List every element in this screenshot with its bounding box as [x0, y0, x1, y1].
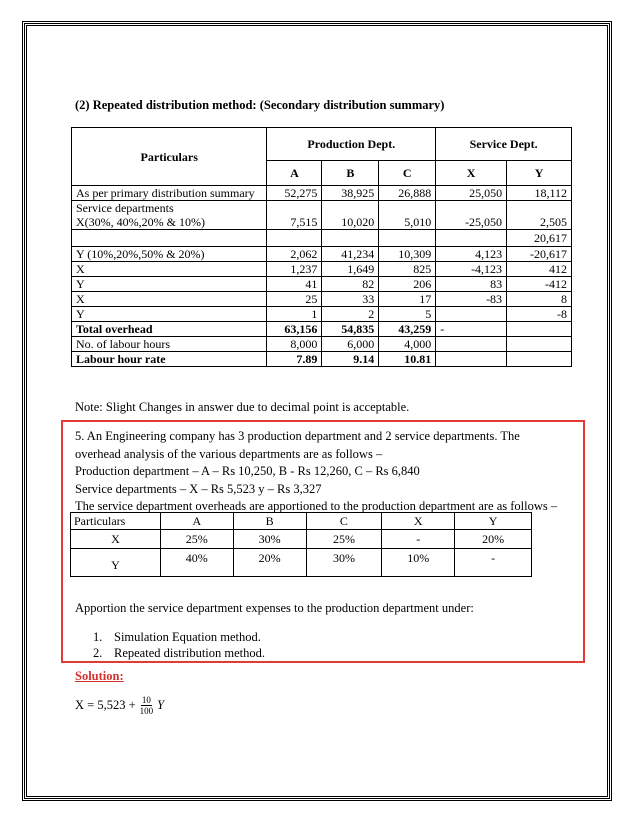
equation-variable: Y	[157, 698, 165, 712]
equation	[75, 695, 164, 716]
list-text: Simulation Equation method.	[114, 630, 261, 644]
apportion-text: Apportion the service department expenses to the production department under:	[75, 601, 474, 615]
cell: 20%	[233, 549, 306, 577]
apportionment-table	[70, 512, 532, 577]
cell: -20,617	[507, 247, 572, 262]
row-label-line1: Service departments	[76, 201, 174, 215]
header-c: C	[306, 513, 382, 530]
list-text: Repeated distribution method.	[114, 646, 266, 660]
table-row	[72, 277, 572, 292]
cell	[267, 230, 322, 247]
cell: 1,237	[267, 262, 322, 277]
table-row-labour-hour-rate	[72, 352, 572, 367]
cell: -8	[507, 307, 572, 322]
col-header-c: C	[379, 161, 436, 186]
header-y: Y	[455, 513, 532, 530]
cell: -25,050	[436, 201, 507, 230]
cell: 9.14	[322, 352, 379, 367]
cell: 4,123	[436, 247, 507, 262]
list-number: 1.	[93, 630, 103, 644]
row-label: Labour hour rate	[72, 352, 267, 367]
cell: 25	[267, 292, 322, 307]
cell: 4,000	[379, 337, 436, 352]
cell: 10,020	[322, 201, 379, 230]
cell: 10%	[382, 549, 455, 577]
row-label: Y	[71, 549, 161, 577]
cell: 7,515	[267, 201, 322, 230]
particulars-header: Particulars	[72, 128, 267, 186]
cell: 38,925	[322, 186, 379, 201]
cell: 25%	[160, 530, 233, 549]
table-row	[71, 530, 532, 549]
row-label: X	[72, 262, 267, 277]
cell	[507, 337, 572, 352]
cell: 5,010	[379, 201, 436, 230]
cell: 206	[379, 277, 436, 292]
row-label: Y	[72, 307, 267, 322]
table-row	[71, 549, 532, 577]
cell	[379, 230, 436, 247]
cell	[436, 307, 507, 322]
question-line: The service department overheads are apportioned to the production department are as follows –	[75, 499, 558, 513]
cell: 26,888	[379, 186, 436, 201]
header-a: A	[160, 513, 233, 530]
cell: -412	[507, 277, 572, 292]
col-header-a: A	[267, 161, 322, 186]
table-row	[72, 292, 572, 307]
cell	[507, 322, 572, 337]
note-text: Note: Slight Changes in answer due to decimal point is acceptable.	[75, 400, 410, 414]
question-text	[75, 428, 575, 516]
cell: 41,234	[322, 247, 379, 262]
cell: 5	[379, 307, 436, 322]
cell: 33	[322, 292, 379, 307]
cell: -4,123	[436, 262, 507, 277]
cell: -	[455, 549, 532, 577]
cell: 1	[267, 307, 322, 322]
header-x: X	[382, 513, 455, 530]
cell: 83	[436, 277, 507, 292]
methods-list	[93, 629, 265, 661]
question-line: overhead analysis of the various departments are as follows –	[75, 446, 383, 461]
col-header-y: Y	[507, 161, 572, 186]
cell: 825	[379, 262, 436, 277]
list-item	[93, 629, 265, 645]
cell: 17	[379, 292, 436, 307]
section-heading: (2) Repeated distribution method: (Secondary distribution summary)	[75, 98, 445, 112]
cell: 7.89	[267, 352, 322, 367]
cell: 82	[322, 277, 379, 292]
row-label-line2: X(30%, 40%,20% & 10%)	[76, 215, 205, 229]
cell: 8,000	[267, 337, 322, 352]
row-label: Y (10%,20%,50% & 20%)	[72, 247, 267, 262]
cell: 2	[322, 307, 379, 322]
cell: 20,617	[507, 230, 572, 247]
list-item	[93, 645, 265, 661]
cell	[322, 230, 379, 247]
cell: 63,156	[267, 322, 322, 337]
cell: 41	[267, 277, 322, 292]
list-number: 2.	[93, 646, 103, 660]
row-label: No. of labour hours	[72, 337, 267, 352]
secondary-distribution-table	[71, 127, 572, 367]
service-dept-header: Service Dept.	[436, 128, 572, 161]
cell: 20%	[455, 530, 532, 549]
table-row	[72, 230, 572, 247]
row-label: X	[72, 292, 267, 307]
cell: 30%	[233, 530, 306, 549]
table-row	[72, 262, 572, 277]
cell: 10.81	[379, 352, 436, 367]
cell: 30%	[306, 549, 382, 577]
fraction-denominator: 100	[139, 706, 154, 716]
row-label	[72, 201, 267, 230]
row-label: X	[71, 530, 161, 549]
cell	[436, 230, 507, 247]
row-label: Total overhead	[72, 322, 267, 337]
fraction	[139, 695, 155, 716]
cell: -83	[436, 292, 507, 307]
table-row	[72, 186, 572, 201]
cell: 2,505	[507, 201, 572, 230]
header-particulars: Particulars	[71, 513, 161, 530]
col-header-b: B	[322, 161, 379, 186]
row-label: As per primary distribution summary	[72, 186, 267, 201]
cell	[436, 352, 507, 367]
question-line: 5. An Engineering company has 3 production department and 2 service departments. The	[75, 429, 520, 443]
cell: 25,050	[436, 186, 507, 201]
cell: -	[436, 322, 507, 337]
cell: 18,112	[507, 186, 572, 201]
question-line: Service departments – X – Rs 5,523 y – Rs 3,327	[75, 481, 322, 496]
row-label: Y	[72, 277, 267, 292]
cell: 6,000	[322, 337, 379, 352]
table-row	[72, 247, 572, 262]
question-line: Production department – A – Rs 10,250, B - Rs 12,260, C – Rs 6,840	[75, 464, 420, 478]
solution-label: Solution:	[75, 669, 124, 683]
table-row	[72, 201, 572, 230]
table-row-total-overhead	[72, 322, 572, 337]
cell	[507, 352, 572, 367]
cell: 412	[507, 262, 572, 277]
cell: 1,649	[322, 262, 379, 277]
cell: -	[382, 530, 455, 549]
cell: 43,259	[379, 322, 436, 337]
table-row	[72, 307, 572, 322]
table-row	[72, 337, 572, 352]
row-label	[72, 230, 267, 247]
cell: 2,062	[267, 247, 322, 262]
cell: 8	[507, 292, 572, 307]
cell: 40%	[160, 549, 233, 577]
production-dept-header: Production Dept.	[267, 128, 436, 161]
cell: 25%	[306, 530, 382, 549]
cell	[436, 337, 507, 352]
cell: 54,835	[322, 322, 379, 337]
cell: 10,309	[379, 247, 436, 262]
fraction-numerator: 10	[141, 695, 151, 705]
header-b: B	[233, 513, 306, 530]
cell: 52,275	[267, 186, 322, 201]
equation-lhs: X = 5,523 +	[75, 698, 136, 712]
col-header-x: X	[436, 161, 507, 186]
